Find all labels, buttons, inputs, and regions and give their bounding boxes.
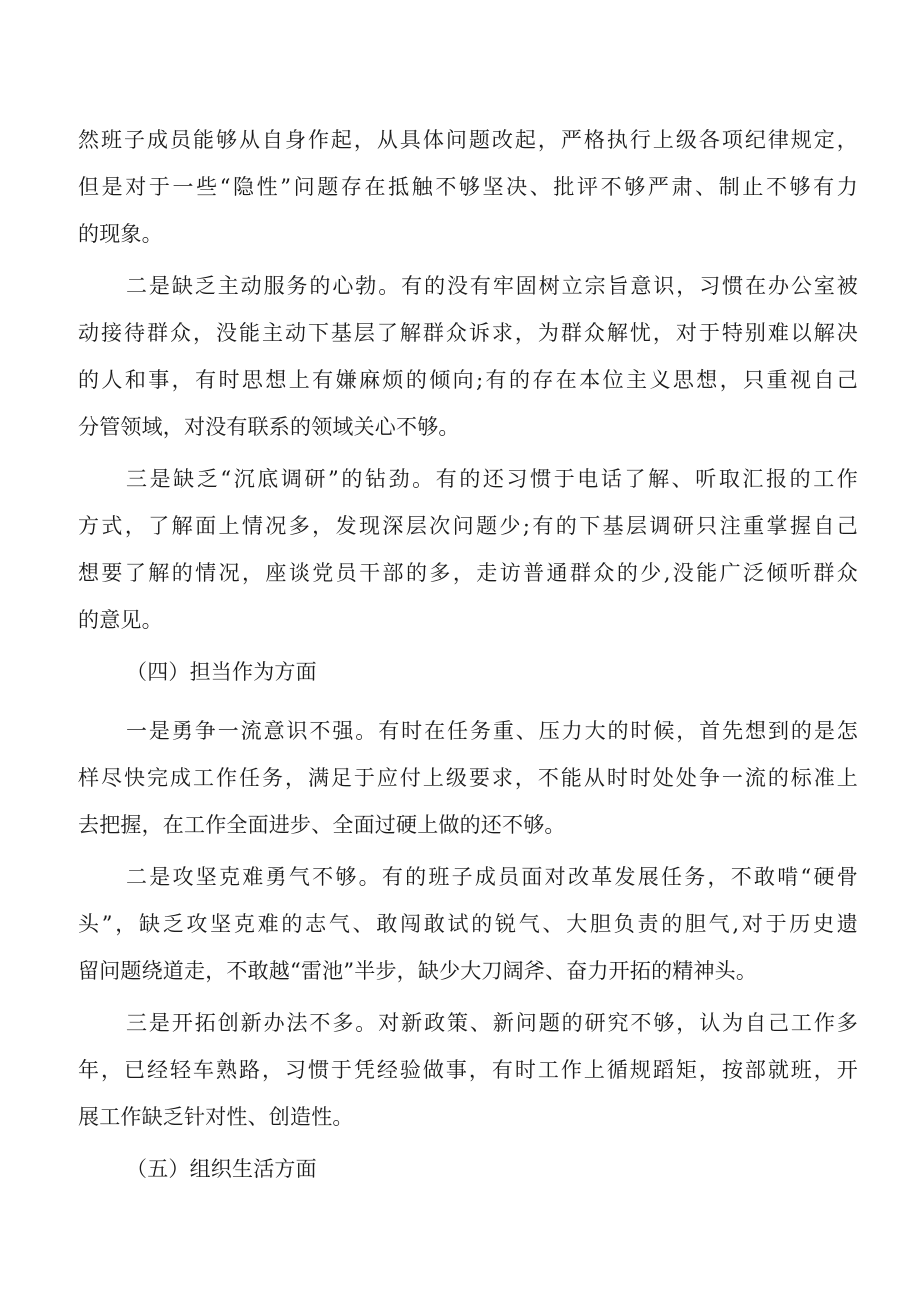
text-line: 方式，了解面上情况多，发现深层次问题少;有的下基层调研只注重掌握自己 [78,514,858,538]
text-line: 然班子成员能够从自身作起，从具体问题改起，严格执行上级各项纪律规定， [78,128,858,152]
paragraph-first-line: 一是勇争一流意识不强。有时在任务重、压力大的时候，首先想到的是怎 [126,719,858,743]
text-line: 的现象。 [78,222,163,246]
text-line: 动接待群众，没能主动下基层了解群众诉求，为群众解忧，对于特别难以解决 [78,321,858,345]
text-line: 年，已经轻车熟路，习惯于凭经验做事，有时工作上循规蹈矩，按部就班，开 [78,1058,858,1082]
paragraph-first-line: 二是攻坚克难勇气不够。有的班子成员面对改革发展任务，不敢啃“硬骨 [126,865,858,889]
text-line: 去把握，在工作全面进步、全面过硬上做的还不够。 [78,813,566,837]
text-line: 的意见。 [78,608,163,632]
text-line: 展工作缺乏针对性、创造性。 [78,1105,354,1129]
text-line: 样尽快完成工作任务，满足于应付上级要求，不能从时时处处争一流的标准上 [78,766,858,790]
text-line: 分管领域，对没有联系的领域关心不够。 [78,415,460,439]
text-line: 留问题绕道走，不敢越“雷池”半步，缺少大刀阔斧、奋力开拓的精神头。 [78,959,758,983]
text-line: 但是对于一些“隐性”问题存在抵触不够坚决、批评不够严肃、制止不够有力 [78,175,858,199]
text-line: 的人和事，有时思想上有嫌麻烦的倾向;有的存在本位主义思想，只重视自己 [78,368,858,392]
paragraph-first-line: 三是缺乏“沉底调研”的钻劲。有的还习惯于电话了解、听取汇报的工作 [126,467,858,491]
text-line: 想要了解的情况，座谈党员干部的多，走访普通群众的少,没能广泛倾听群众 [78,561,858,585]
section-heading: （四）担当作为方面 [126,660,317,684]
text-line: 头”，缺乏攻坚克难的志气、敢闯敢试的锐气、大胆负责的胆气,对于历史遗 [78,912,858,936]
paragraph-first-line: 三是开拓创新办法不多。对新政策、新问题的研究不够，认为自己工作多 [126,1011,858,1035]
section-heading: （五）组织生活方面 [126,1157,317,1181]
paragraph-first-line: 二是缺乏主动服务的心勃。有的没有牢固树立宗旨意识，习惯在办公室被 [126,274,858,298]
